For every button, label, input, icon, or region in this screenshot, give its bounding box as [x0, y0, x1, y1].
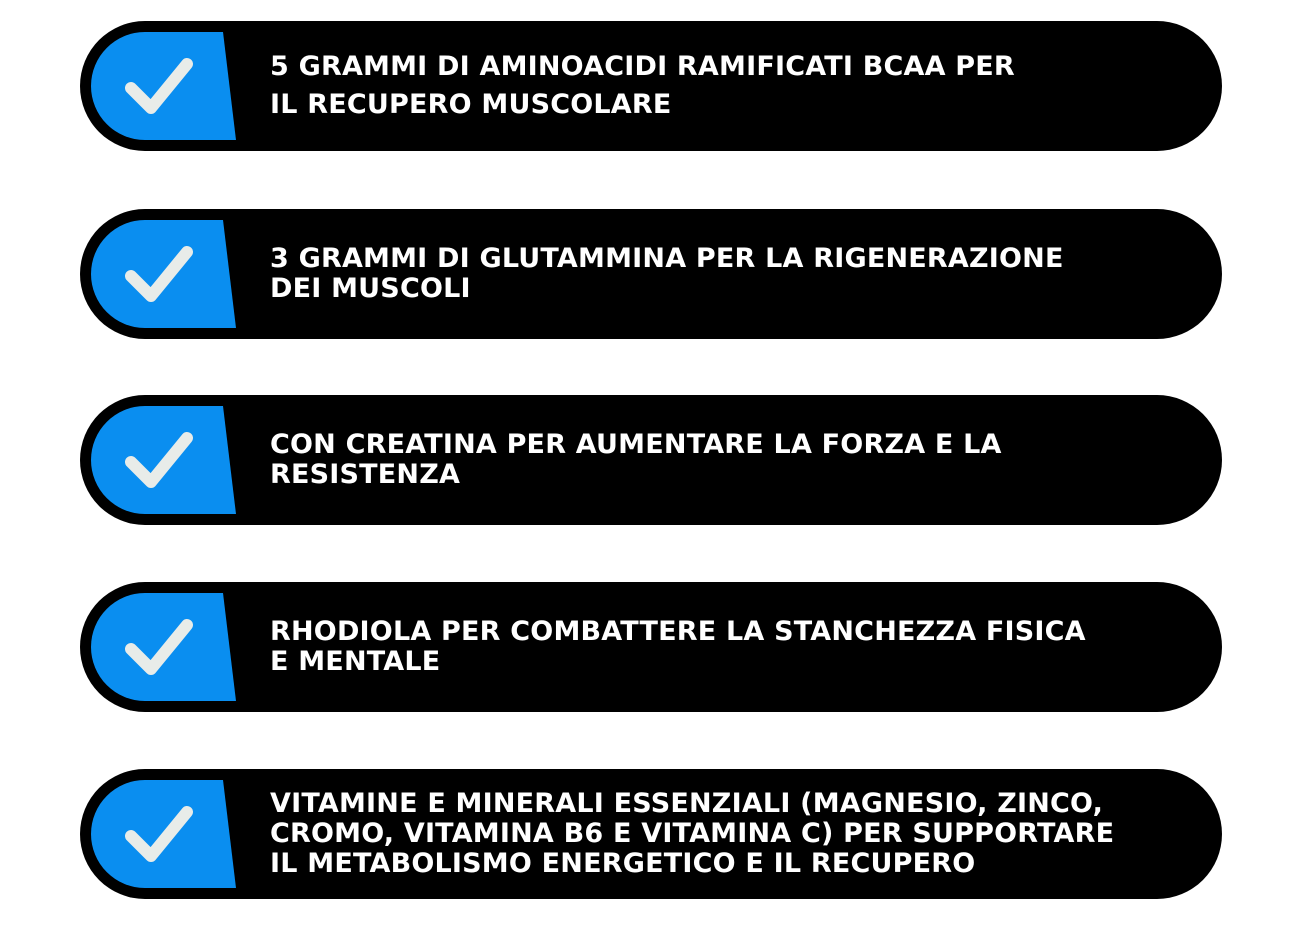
benefit-text-content: RHODIOLA PER COMBATTERE LA STANCHEZZA FISICA E MENTALE — [270, 616, 1086, 677]
benefit-text-content: 5 GRAMMI DI AMINOACIDI RAMIFICATI BCAA PER IL RECUPERO MUSCOLARE — [270, 51, 1015, 120]
check-icon — [123, 426, 195, 494]
check-tab — [91, 593, 236, 701]
benefit-text — [270, 21, 1170, 151]
benefit-item — [80, 769, 1222, 899]
benefit-text-content: 3 GRAMMI DI GLUTAMMINA PER LA RIGENERAZIONE DEI MUSCOLI — [270, 243, 1064, 304]
check-tab — [91, 220, 236, 328]
benefit-text — [270, 582, 1170, 712]
benefit-text — [270, 769, 1170, 899]
benefit-item — [80, 582, 1222, 712]
benefit-text-content: CON CREATINA PER AUMENTARE LA FORZA E LA RESISTENZA — [270, 429, 1002, 490]
check-icon — [123, 613, 195, 681]
check-tab — [91, 32, 236, 140]
benefit-text — [270, 209, 1170, 339]
benefit-text-content: VITAMINE E MINERALI ESSENZIALI (MAGNESIO, ZINCO, CROMO, VITAMINA B6 E VITAMINA C) PER SUPPORTARE IL METABOLISMO ENERGETICO E IL RECUPERO — [270, 788, 1115, 879]
check-tab — [91, 406, 236, 514]
check-icon — [123, 800, 195, 868]
check-icon — [123, 240, 195, 308]
benefit-item — [80, 395, 1222, 525]
benefit-item — [80, 21, 1222, 151]
benefit-item — [80, 209, 1222, 339]
check-icon — [123, 52, 195, 120]
check-tab — [91, 780, 236, 888]
benefit-text — [270, 395, 1170, 525]
